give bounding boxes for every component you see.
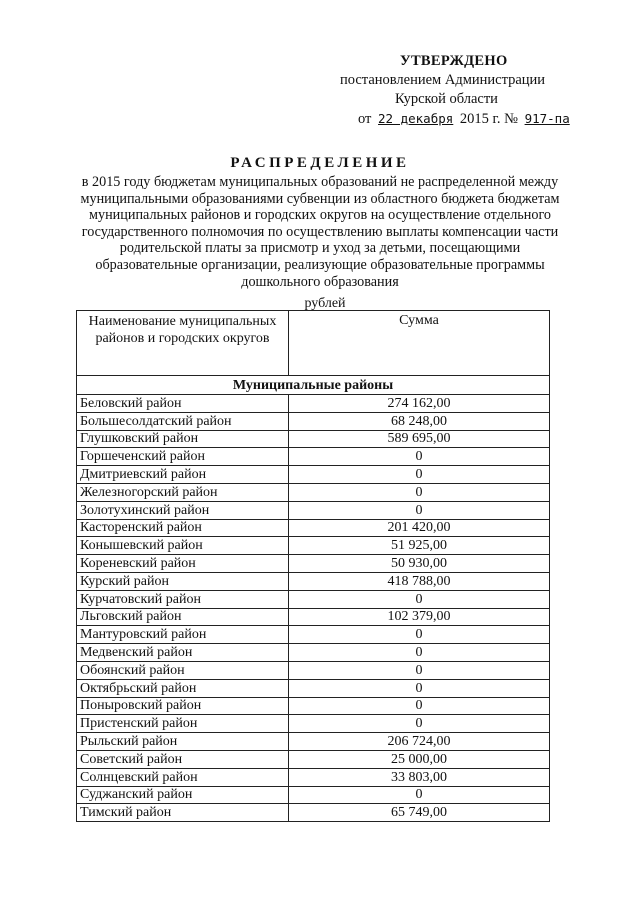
- district-sum: 33 803,00: [289, 768, 550, 786]
- district-name: Курчатовский район: [77, 590, 289, 608]
- table-row: [77, 572, 550, 590]
- district-sum: 0: [289, 448, 550, 466]
- document-subtitle: в 2015 году бюджетам муниципальных образований не распределенной между муниципальными образованиями субвенции из областного бюджета бюджетам муниципальных районов и городских округов на осуществление отдельного государственного полномочия по осуществлению выплаты компенсации части родительской платы за присмотр и уход за детьми, посещающими образовательные организации, реализующие образовательные программы дошкольного образования: [80, 174, 560, 290]
- district-sum: 206 724,00: [289, 733, 550, 751]
- district-name: Касторенский район: [77, 519, 289, 537]
- approval-year: 2015 г. №: [459, 111, 518, 127]
- district-name: Пристенский район: [77, 715, 289, 733]
- district-name: Глушковский район: [77, 430, 289, 448]
- approval-date-line: [330, 109, 620, 129]
- table-row: [77, 537, 550, 555]
- table-row: [77, 501, 550, 519]
- approval-number: 917-па: [524, 111, 570, 126]
- district-name: Золотухинский район: [77, 501, 289, 519]
- district-sum: 0: [289, 786, 550, 804]
- header-sum: Сумма: [289, 311, 550, 376]
- table-row: [77, 626, 550, 644]
- approval-from: от: [358, 111, 372, 127]
- district-sum: 0: [289, 626, 550, 644]
- district-name: Конышевский район: [77, 537, 289, 555]
- approval-title: УТВЕРЖДЕНО: [400, 53, 508, 69]
- district-sum: 102 379,00: [289, 608, 550, 626]
- table-row: [77, 644, 550, 662]
- district-sum: 0: [289, 590, 550, 608]
- district-sum: 0: [289, 697, 550, 715]
- table-row: [77, 395, 550, 413]
- table-row: [77, 466, 550, 484]
- district-sum: 0: [289, 483, 550, 501]
- table-row: [77, 519, 550, 537]
- district-sum: 418 788,00: [289, 572, 550, 590]
- table-row: [77, 715, 550, 733]
- district-name: Медвенский район: [77, 644, 289, 662]
- district-name: Горшеченский район: [77, 448, 289, 466]
- section-row: [77, 376, 550, 395]
- table-row: [77, 608, 550, 626]
- district-sum: 51 925,00: [289, 537, 550, 555]
- district-sum: 589 695,00: [289, 430, 550, 448]
- district-name: Большесолдатский район: [77, 412, 289, 430]
- distribution-table: [76, 310, 550, 822]
- district-name: Обоянский район: [77, 661, 289, 679]
- district-sum: 0: [289, 644, 550, 662]
- district-name: Беловский район: [77, 395, 289, 413]
- approval-issuer: постановлением Администрации: [340, 72, 546, 88]
- table-row: [77, 750, 550, 768]
- table-row: [77, 483, 550, 501]
- approval-stamp: [330, 52, 620, 129]
- currency-units: рублей: [304, 296, 346, 311]
- district-sum: 50 930,00: [289, 555, 550, 573]
- district-name: Курский район: [77, 572, 289, 590]
- table-row: [77, 448, 550, 466]
- district-sum: 274 162,00: [289, 395, 550, 413]
- district-sum: 25 000,00: [289, 750, 550, 768]
- approval-region: Курской области: [395, 91, 498, 107]
- district-name: Советский район: [77, 750, 289, 768]
- section-title: Муниципальные районы: [77, 376, 550, 395]
- district-name: Солнцевский район: [77, 768, 289, 786]
- district-sum: 201 420,00: [289, 519, 550, 537]
- district-name: Железногорский район: [77, 483, 289, 501]
- document-title: РАСПРЕДЕЛЕНИЕ: [230, 155, 410, 171]
- district-sum: 0: [289, 466, 550, 484]
- district-name: Поныровский район: [77, 697, 289, 715]
- district-name: Мантуровский район: [77, 626, 289, 644]
- table-row: [77, 786, 550, 804]
- district-name: Рыльский район: [77, 733, 289, 751]
- header-name: Наименование муниципальных районов и городских округов: [77, 311, 289, 376]
- district-sum: 0: [289, 501, 550, 519]
- approval-date: 22 декабря: [378, 111, 454, 126]
- table-row: [77, 430, 550, 448]
- district-sum: 0: [289, 661, 550, 679]
- district-sum: 65 749,00: [289, 804, 550, 822]
- table-row: [77, 590, 550, 608]
- table-row: [77, 768, 550, 786]
- district-sum: 0: [289, 715, 550, 733]
- district-name: Кореневский район: [77, 555, 289, 573]
- district-name: Тимский район: [77, 804, 289, 822]
- table-header-row: [77, 311, 550, 376]
- district-name: Дмитриевский район: [77, 466, 289, 484]
- district-sum: 0: [289, 679, 550, 697]
- district-name: Суджанский район: [77, 786, 289, 804]
- table-row: [77, 679, 550, 697]
- district-name: Октябрьский район: [77, 679, 289, 697]
- table-row: [77, 661, 550, 679]
- table-row: [77, 697, 550, 715]
- table-row: [77, 804, 550, 822]
- district-sum: 68 248,00: [289, 412, 550, 430]
- table-row: [77, 412, 550, 430]
- table-row: [77, 733, 550, 751]
- district-name: Льговский район: [77, 608, 289, 626]
- table-row: [77, 555, 550, 573]
